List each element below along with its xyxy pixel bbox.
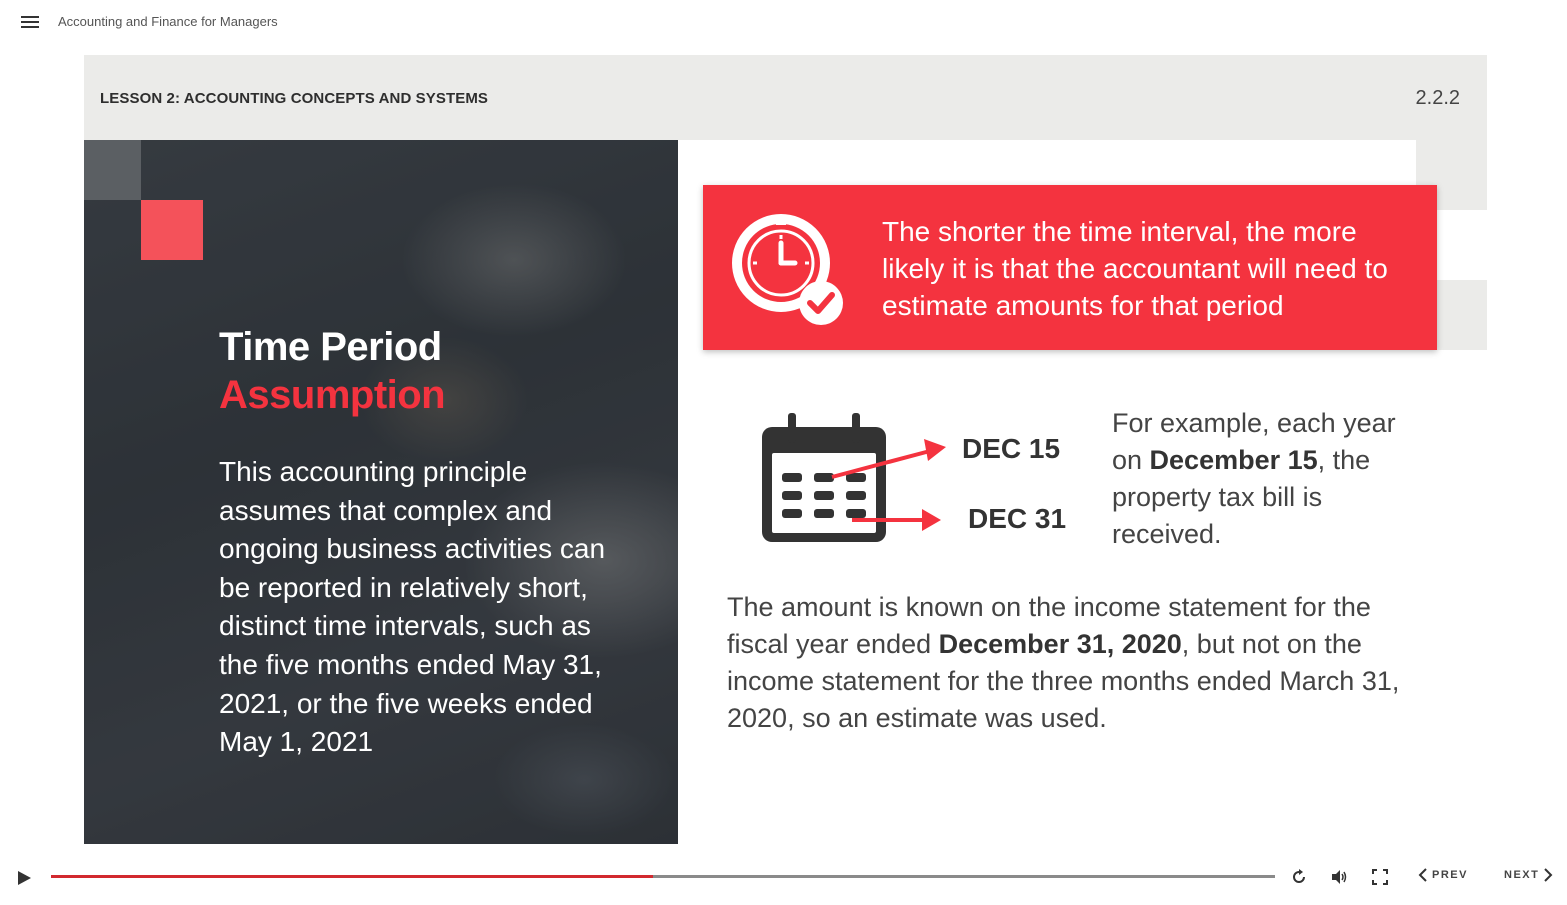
photo-panel [84,140,678,844]
date-label-dec-15: DEC 15 [962,433,1061,464]
slide [84,55,1487,844]
clock-check-icon [729,211,845,327]
principle-description: This accounting principle assumes that complex and ongoing business activities can be reported in relatively short, distinct time intervals, such as the five months ended May 31, 2021, or the five weeks ended May 1, 2021 [219,456,606,758]
callout-text: The shorter the time interval, the more likely it is that the accountant will need to estimate amounts for that period [882,216,1388,321]
prev-label: PREV [1432,869,1468,881]
prev-button[interactable] [1418,868,1468,882]
next-button[interactable] [1504,868,1553,882]
progress-fill [51,875,653,878]
volume-icon[interactable] [1331,868,1349,886]
slide-header [84,55,1487,140]
menu-icon[interactable] [21,16,39,30]
date-label-dec-31: DEC 31 [968,503,1067,534]
heading-line-1: Time Period [219,325,442,369]
player-controls [0,855,1567,905]
example-bold-date: December 15 [1149,445,1318,475]
chevron-right-icon [1543,868,1553,882]
decorative-gray-square [84,140,141,200]
amount-bold-date: December 31, 2020 [938,629,1182,659]
amount-text [727,589,1427,737]
next-label: NEXT [1504,869,1540,881]
callout-box [703,185,1437,350]
lesson-title: LESSON 2: ACCOUNTING CONCEPTS AND SYSTEMS [100,90,489,107]
replay-icon[interactable] [1290,868,1308,886]
amount-text-part: , but not on the income statement for the three months ended March 31, 2020, so an estimate was used. [727,629,1400,733]
amount-text-part: The amount is known on the income statement for the fiscal year ended [727,592,1371,659]
heading-line-2: Assumption [219,373,446,417]
play-icon[interactable] [16,870,32,886]
decorative-red-square [141,200,203,260]
slide-number: 2.2.2 [1415,87,1460,109]
example-text [1112,405,1412,553]
chevron-left-icon [1418,868,1428,882]
example-text-part: , the property tax bill is received. [1112,445,1371,549]
top-bar [0,0,1567,46]
course-title: Accounting and Finance for Managers [58,14,278,29]
fullscreen-icon[interactable] [1371,868,1389,886]
progress-bar[interactable] [51,875,1275,878]
example-text-part: For example, each year on [1112,408,1396,475]
